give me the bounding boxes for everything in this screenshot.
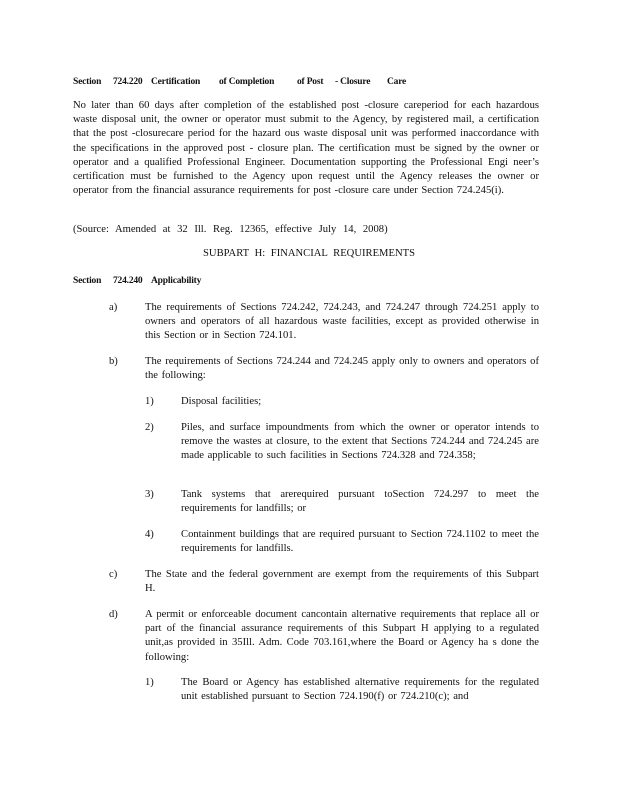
sub-item-label: 1) [145,396,154,407]
section-title: Applicability [151,276,202,286]
list-item-label: a) [109,302,118,313]
section-title-part: of Completion [219,77,275,87]
sub-item-label: 1) [145,677,154,688]
section-word: Section [73,77,102,87]
section-title-part: Certification [151,77,201,87]
list-item-text: The State and the federal government are exempt from the requirements of this Subpart H. [145,569,539,595]
section-title-part: - Closure [335,77,371,87]
source-note: (Source: Amended at 32 Ill. Reg. 12365, effective July 14, 2008) [73,224,388,235]
section-word: Section [73,276,102,286]
section-724-220-heading [73,77,553,89]
section-number: 724.220 [113,77,143,87]
sub-item-label: 3) [145,489,154,500]
list-item-label: b) [109,356,118,367]
sub-item-text: Disposal facilities; [181,396,262,407]
sub-item-text: Tank systems that arerequired pursuant toSection 724.297 to meet the requirements for landfills; or [181,489,539,515]
section-724-240-heading [73,276,273,288]
section-title-part: Care [387,77,407,87]
section-title-part: of Post [297,77,324,87]
section-724-220-body: No later than 60 days after completion of the established post -closure careperiod for each hazardous waste disposal unit, the owner or operator must submit to the Agency, by registered mail, a certification that the post -closurecare period for the hazard ous waste disposal unit was performed inaccordance with the specifications in the approved post - closure plan. The certification must be signed by the owner or operator and a qualified Professional Engineer. Documentation supporting the Professional Engi neer’s certification must be furnished to the Agency upon request until the Agency releases the owner or operator from the financial assurance requirements for post -closure care under Section 724.245(i). [73,100,539,197]
sub-item-label: 2) [145,422,154,433]
sub-item-text: Piles, and surface impoundments from which the owner or operator intends to remove the wastes at closure, to the extent that Sections 724.244 and 724.245 are made applicable to such facilities in Sections 724.328 and 724.358; [181,422,539,462]
list-item-text: A permit or enforceable document cancontain alternative requirements that replace all or part of the financial assurance requirements of this Subpart H applying to a regulated unit,as provided in 35Ill. Adm. Code 703.161,where the Board or Agency ha s done the following: [145,609,539,663]
list-item-text: The requirements of Sections 724.242, 724.243, and 724.247 through 724.251 apply to owners and operators of all hazardous waste facilities, except as provided otherwise in this Section or in Section 724.101. [145,302,539,342]
list-item-label: d) [109,609,118,620]
section-number: 724.240 [113,276,143,286]
sub-item-text: Containment buildings that are required pursuant to Section 724.1102 to meet the requirements for landfills. [181,529,539,555]
sub-item-text: The Board or Agency has established alternative requirements for the regulated unit established pursuant to Section 724.190(f) or 724.210(c); and [181,677,539,703]
list-item-text: The requirements of Sections 724.244 and 724.245 apply only to owners and operators of the following: [145,356,539,382]
subpart-title: SUBPART H: FINANCIAL REQUIREMENTS [203,248,415,259]
sub-item-label: 4) [145,529,154,540]
list-item-label: c) [109,569,118,580]
